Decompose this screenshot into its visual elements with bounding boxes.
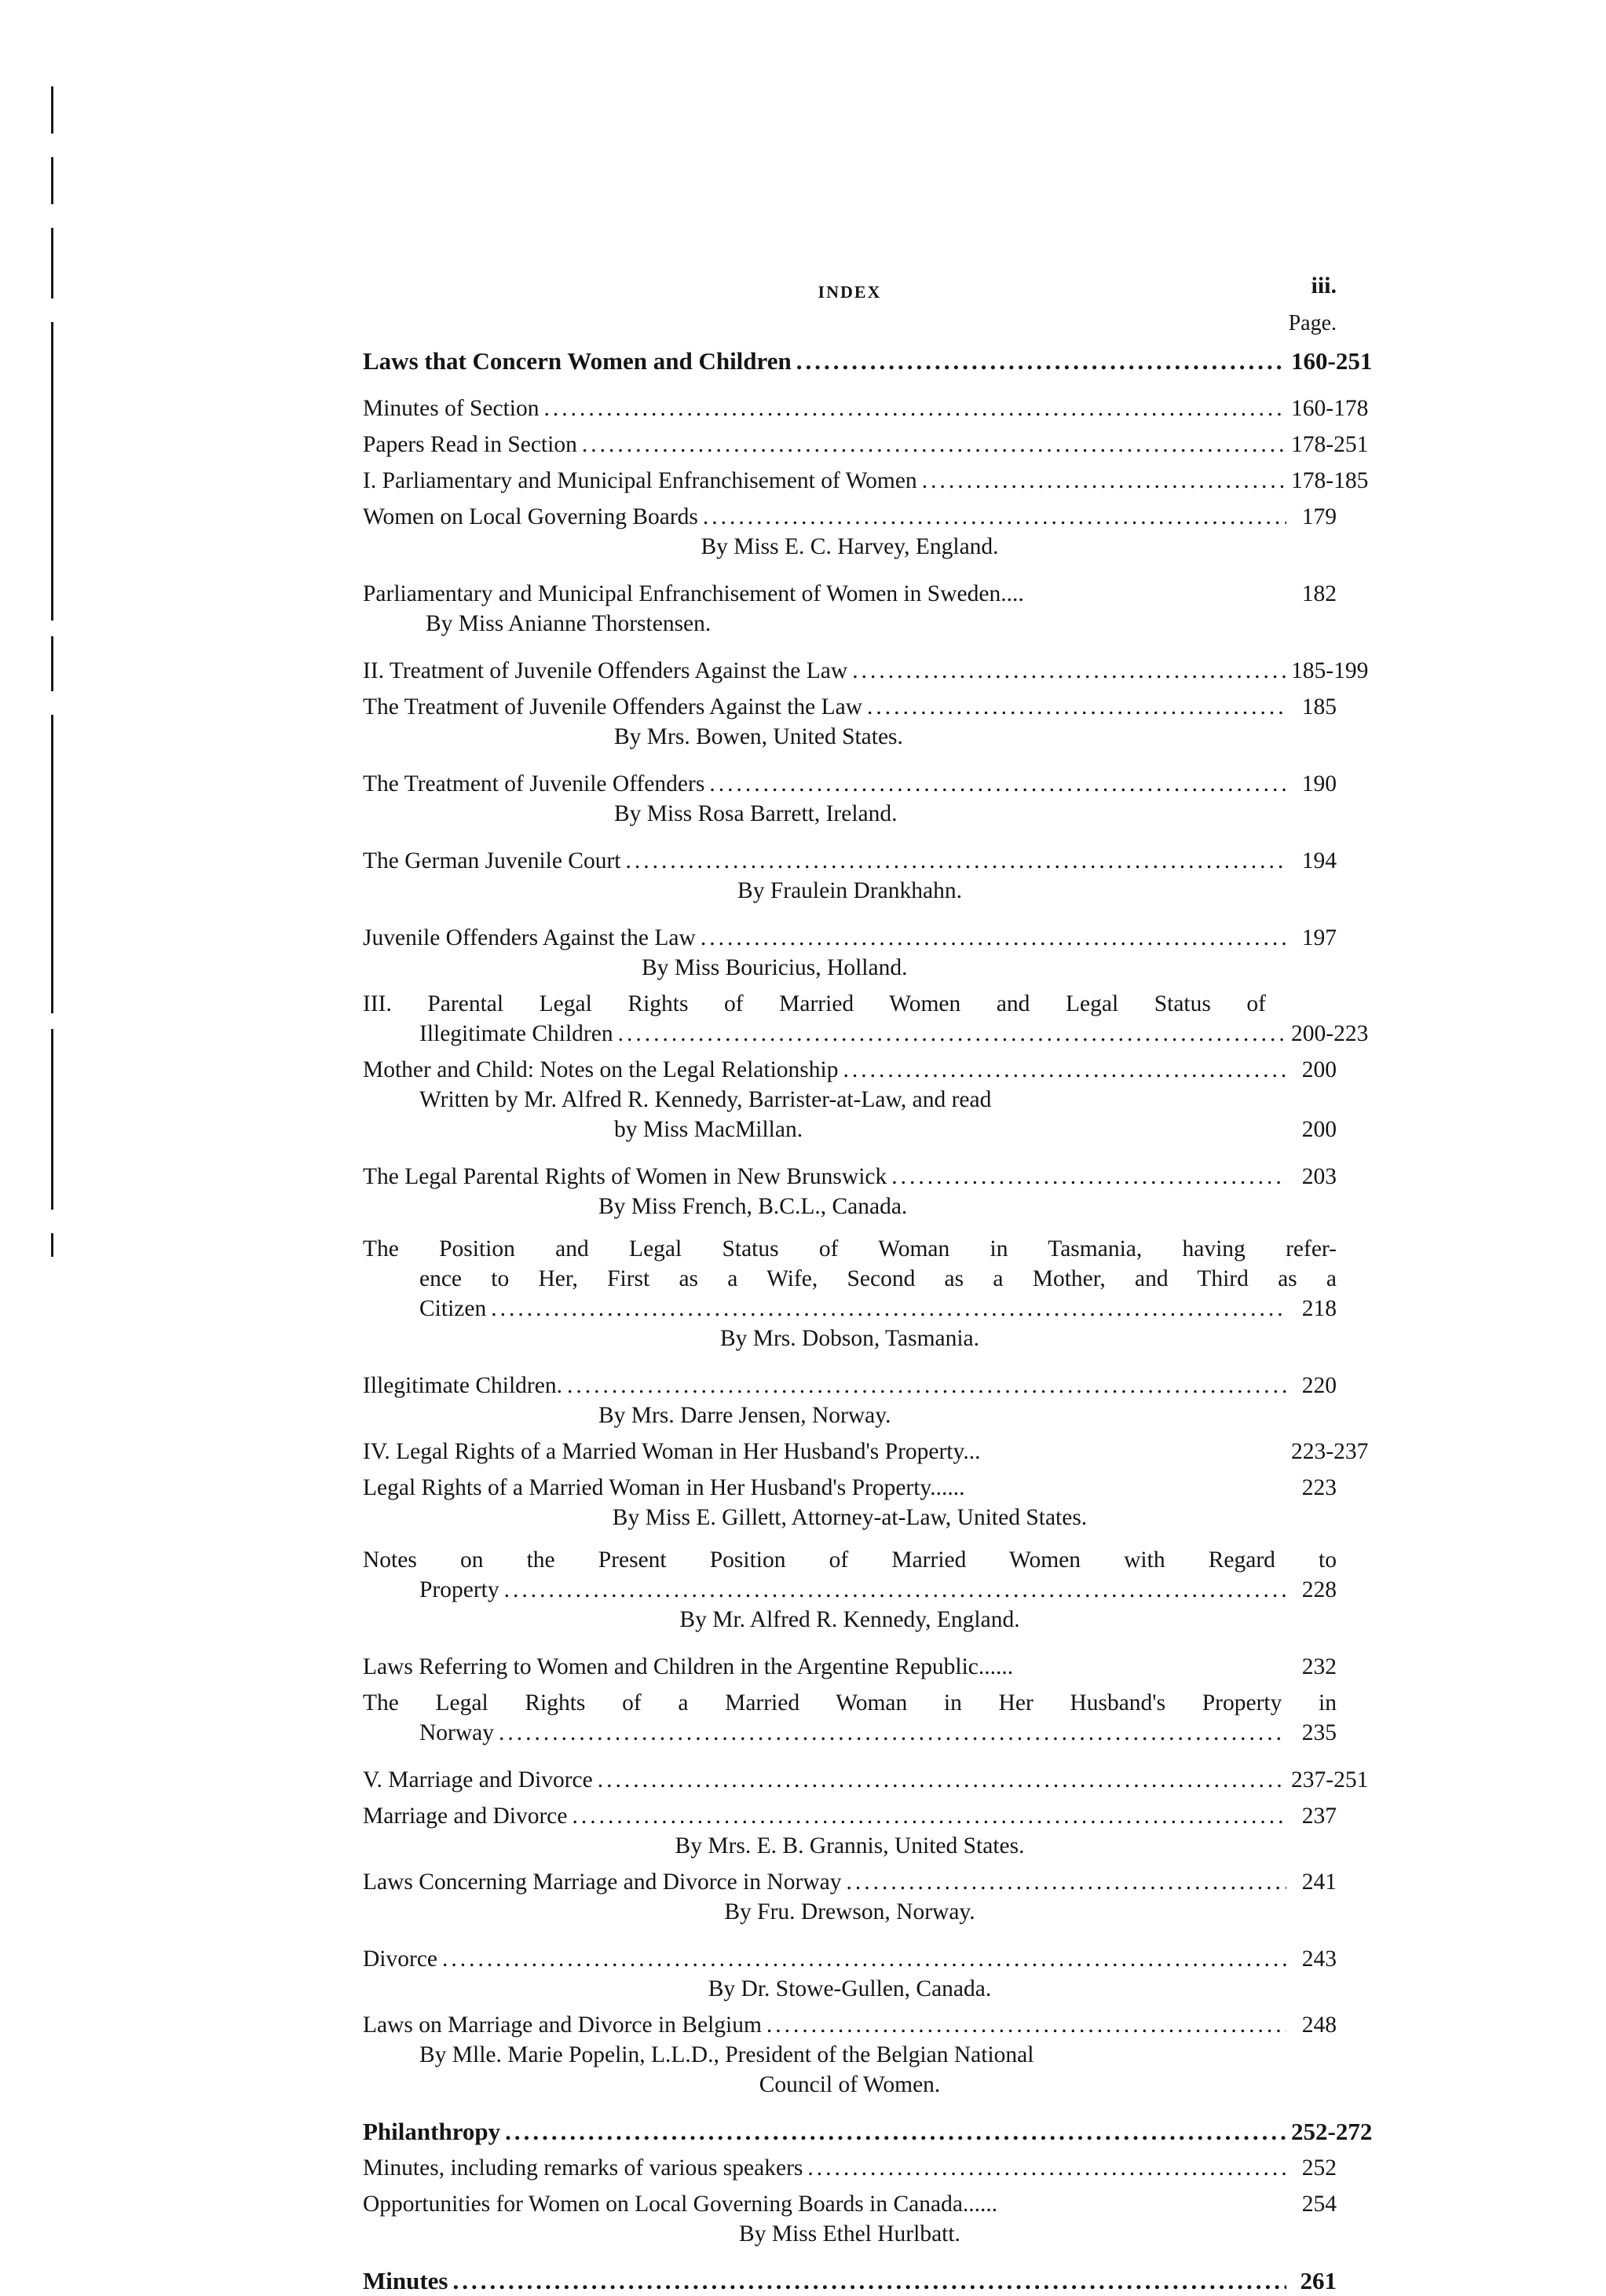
entry-title: Norway (419, 1720, 495, 1745)
dot-leader (703, 502, 1286, 532)
index-entry (363, 846, 1337, 876)
entry-author: By Miss French, B.C.L., Canada. (598, 1194, 908, 1219)
dot-leader (626, 846, 1286, 876)
index-entry (363, 769, 1337, 799)
entry-continuation (363, 1575, 1337, 1605)
index-entry (363, 1944, 1337, 1974)
entry-author: Written by Mr. Alfred R. Kennedy, Barrister-at-Law, and read (419, 1087, 992, 1112)
index-entry (363, 656, 1369, 686)
dot-leader (701, 923, 1286, 953)
dot-leader (766, 2010, 1286, 2040)
index-entry (363, 1765, 1369, 1795)
entry-author: By Mr. Alfred R. Kennedy, England. (679, 1607, 1020, 1632)
entry-title-line: The Position and Legal Status of Woman in Tasmania, having refer- (363, 1236, 1337, 1262)
dot-leader (544, 394, 1286, 423)
entry-title: II. Treatment of Juvenile Offenders Against the Law (363, 658, 848, 683)
entry-page: 160-251 (1291, 347, 1373, 375)
entry-title: V. Marriage and Divorce (363, 1767, 593, 1792)
index-entry (363, 692, 1337, 722)
entry-title: Philanthropy (363, 2118, 501, 2145)
index-entry (363, 1437, 1369, 1467)
entry-page: 228 (1301, 1577, 1337, 1602)
dot-leader (709, 769, 1286, 799)
dot-leader (852, 656, 1286, 686)
entry-title: Laws Concerning Marriage and Divorce in Norway (363, 1869, 842, 1895)
index-entry (363, 1652, 1337, 1682)
entry-title-line: ence to Her, First as a Wife, Second as a Mother, and Third as a (419, 1266, 1337, 1291)
entry-page: 200-223 (1291, 1021, 1369, 1046)
dot-leader (567, 1371, 1286, 1401)
entry-title-line: Notes on the Present Position of Married Women with Regard to (363, 1547, 1337, 1573)
dot-leader (843, 1055, 1286, 1085)
entry-title: Minutes (363, 2267, 448, 2294)
entry-author: By Mrs. Dobson, Tasmania. (719, 1326, 980, 1351)
index-entry (363, 394, 1369, 423)
dot-leader (499, 1718, 1286, 1748)
entry-author: By Fru. Drewson, Norway. (724, 1899, 975, 1924)
entry-title: Opportunities for Women on Local Governing Boards in Canada...... (363, 2192, 998, 2217)
entry-author: By Mrs. E. B. Grannis, United States. (675, 1833, 1025, 1858)
entry-title: Citizen (419, 1296, 487, 1321)
entry-title: Illegitimate Children (419, 1021, 613, 1046)
entry-title: Legal Rights of a Married Woman in Her Husband's Property...... (363, 1475, 965, 1500)
index-entry (363, 923, 1337, 953)
entry-page: 218 (1301, 1296, 1337, 1321)
entry-author: By Miss Ethel Hurlbatt. (739, 2221, 960, 2247)
entry-author: by Miss MacMillan. (614, 1117, 803, 1142)
dot-leader (618, 1019, 1286, 1049)
entry-title: Parliamentary and Municipal Enfranchisement of Women in Sweden.... (363, 581, 1024, 606)
entry-page: 182 (1301, 581, 1337, 606)
entry-page: 261 (1300, 2267, 1337, 2294)
entry-title: Juvenile Offenders Against the Law (363, 925, 696, 950)
dot-leader (867, 692, 1286, 722)
entry-page: 237 (1301, 1803, 1337, 1829)
entry-title: I. Parliamentary and Municipal Enfranchisement of Women (363, 468, 917, 493)
entry-author: By Miss Bouricius, Holland. (642, 955, 908, 980)
index-entry (363, 2266, 1337, 2296)
dot-leader (922, 466, 1286, 496)
entry-title: IV. Legal Rights of a Married Woman in Her Husband's Property... (363, 1439, 981, 1464)
entry-title: Women on Local Governing Boards (363, 504, 698, 529)
index-entry (363, 2117, 1373, 2147)
dot-leader (442, 1944, 1286, 1974)
entry-title: Property (419, 1577, 499, 1602)
dot-leader (582, 430, 1286, 460)
entry-page: 197 (1301, 925, 1337, 950)
entry-author: By Mlle. Marie Popelin, L.L.D., President of the Belgian National (419, 2042, 1034, 2067)
index-entry (363, 346, 1373, 376)
entry-continuation (363, 1294, 1337, 1324)
entry-page: 185-199 (1291, 658, 1369, 683)
entry-title: The Treatment of Juvenile Offenders Against the Law (363, 694, 863, 720)
entry-page: 194 (1301, 848, 1337, 873)
entry-title: Minutes, including remarks of various speakers (363, 2155, 803, 2181)
dot-leader (504, 1575, 1286, 1605)
dot-leader (807, 2153, 1286, 2183)
entry-title: Laws Referring to Women and Children in the Argentine Republic...... (363, 1654, 1014, 1679)
index-entry (363, 989, 1369, 1049)
entry-page: 248 (1301, 2012, 1337, 2038)
page-title: INDEX (818, 282, 882, 302)
entry-page: 241 (1301, 1869, 1337, 1895)
entry-author: By Dr. Stowe-Gullen, Canada. (708, 1976, 992, 2001)
page-column-label: Page. (1288, 311, 1337, 335)
entry-title: Marriage and Divorce (363, 1803, 568, 1829)
entry-author: By Mrs. Darre Jensen, Norway. (598, 1403, 891, 1428)
entry-page: 178-185 (1291, 468, 1369, 493)
index-entry (363, 1688, 1337, 1748)
dot-leader (598, 1765, 1286, 1795)
book-binding-edge (49, 86, 55, 1265)
entry-page: 200 (1301, 1057, 1337, 1082)
entry-page: 243 (1301, 1946, 1337, 1972)
entry-title: Illegitimate Children. (363, 1373, 562, 1398)
entry-page: 252-272 (1291, 2118, 1373, 2145)
entry-title: The Legal Parental Rights of Women in New Brunswick (363, 1164, 887, 1189)
entry-page: 237-251 (1291, 1767, 1369, 1792)
entry-title: The Treatment of Juvenile Offenders (363, 771, 705, 796)
entry-title-line: The Legal Rights of a Married Woman in Her Husband's Property in (363, 1690, 1337, 1716)
index-entry (363, 2153, 1337, 2183)
entry-title: Laws on Marriage and Divorce in Belgium (363, 2012, 762, 2038)
entry-author: By Miss E. Gillett, Attorney-at-Law, United States. (612, 1505, 1088, 1530)
entry-title: Mother and Child: Notes on the Legal Relationship (363, 1057, 839, 1082)
entry-page: 254 (1301, 2192, 1337, 2217)
entry-page: 179 (1301, 504, 1337, 529)
entry-page: 160-178 (1291, 396, 1369, 421)
entry-author: By Fraulein Drankhahn. (737, 878, 962, 903)
entry-title-line: III. Parental Legal Rights of Married Women and Legal Status of (363, 991, 1266, 1016)
entry-page: 203 (1301, 1164, 1337, 1189)
entry-title: Minutes of Section (363, 396, 540, 421)
entry-author: By Mrs. Bowen, United States. (614, 724, 903, 749)
dot-leader (453, 2266, 1287, 2296)
index-entry (363, 1162, 1337, 1192)
index-entry (363, 2010, 1337, 2040)
index-page (363, 271, 1373, 2296)
dot-leader (891, 1162, 1286, 1192)
index-entry (363, 1545, 1337, 1605)
page-folio: iii. (1311, 273, 1337, 298)
dot-leader (796, 346, 1286, 376)
running-head (363, 271, 1337, 306)
entry-continuation (363, 1019, 1369, 1049)
entry-page: 223 (1301, 1475, 1337, 1500)
entry-title: The German Juvenile Court (363, 848, 621, 873)
index-entry (363, 1234, 1337, 1324)
index-entry (363, 1473, 1337, 1503)
entry-author: Council of Women. (759, 2072, 941, 2097)
entry-author: By Miss E. C. Harvey, England. (701, 534, 999, 559)
entry-page: 178-251 (1291, 432, 1369, 457)
entry-author-continuation (363, 1115, 1337, 1144)
entry-page: 223-237 (1291, 1439, 1369, 1464)
index-entry (363, 1371, 1337, 1401)
entry-continuation (363, 1718, 1337, 1748)
index-entry (363, 466, 1369, 496)
index-entry (363, 430, 1369, 460)
index-entry (363, 1867, 1337, 1897)
entry-page: 185 (1301, 694, 1337, 720)
dot-leader (491, 1294, 1286, 1324)
entry-title: Papers Read in Section (363, 432, 577, 457)
entry-page: 220 (1301, 1373, 1337, 1398)
entry-page: 190 (1301, 771, 1337, 796)
entry-page: 200 (1301, 1117, 1337, 1142)
index-entry (363, 579, 1337, 609)
entry-author: By Miss Anianne Thorstensen. (426, 611, 712, 636)
entry-page: 235 (1301, 1720, 1337, 1745)
index-entry (363, 502, 1337, 532)
entry-title: Laws that Concern Women and Children (363, 347, 792, 375)
entry-title: Divorce (363, 1946, 438, 1972)
dot-leader (572, 1801, 1286, 1831)
entry-page: 252 (1301, 2155, 1337, 2181)
index-entry (363, 1801, 1337, 1831)
dot-leader (846, 1867, 1286, 1897)
index-entry (363, 1055, 1337, 1085)
entry-page: 232 (1301, 1654, 1337, 1679)
index-entry (363, 2189, 1337, 2219)
dot-leader (505, 2117, 1286, 2147)
entry-author: By Miss Rosa Barrett, Ireland. (614, 801, 898, 826)
